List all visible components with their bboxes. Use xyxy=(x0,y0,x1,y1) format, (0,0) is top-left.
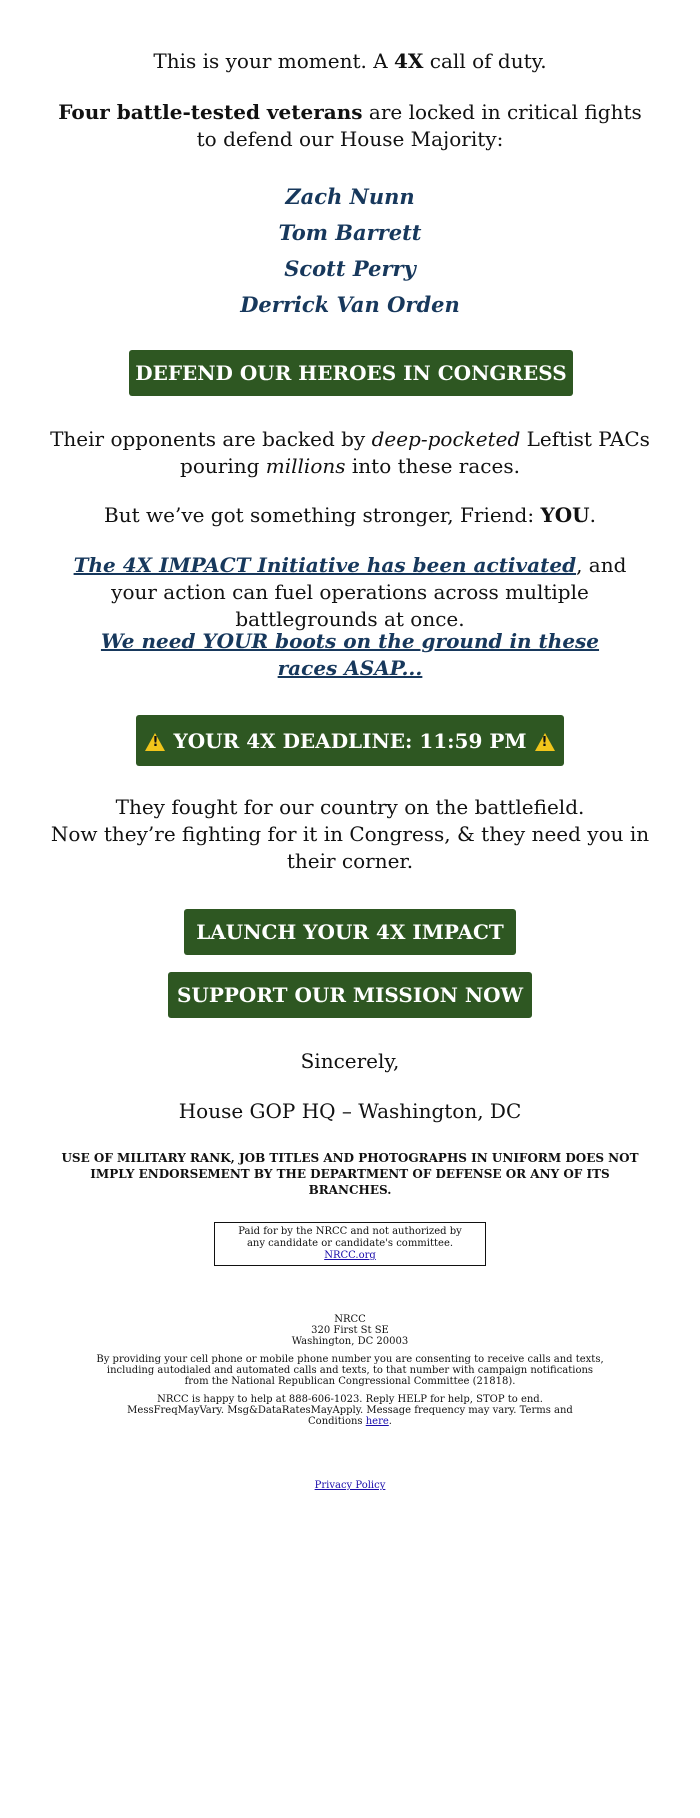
deadline-button[interactable] xyxy=(136,715,564,766)
launch-impact-label: LAUNCH YOUR 4X IMPACT xyxy=(196,920,504,944)
boots-paragraph xyxy=(70,628,630,682)
stronger-text: But we’ve got something stronger, Friend: xyxy=(104,503,541,527)
privacy-wrap xyxy=(0,1480,700,1491)
intro-text-end: call of duty. xyxy=(423,49,547,73)
military-disclaimer: USE OF MILITARY RANK, JOB TITLES AND PHOTOGRAPHS IN UNIFORM DOES NOT IMPLY ENDORSEMENT BY THE DEPARTMENT OF DEFENSE OR ANY OF ITS BRANCHES. xyxy=(61,1151,639,1197)
veterans-list xyxy=(0,179,700,323)
veterans-emphasis: Four battle-tested veterans xyxy=(58,100,363,124)
warning-icon xyxy=(535,733,555,751)
opponents-text-end: into these races. xyxy=(345,454,520,478)
veteran-name: Tom Barrett xyxy=(278,220,422,245)
help-paragraph: NRCC is happy to help at 888-606-1023. Reply HELP for help, STOP to end. MessFreqMayVary. Msg&DataRatesMayApply. Message frequency may vary. Terms and Conditions here. xyxy=(127,1394,573,1427)
warning-icon xyxy=(145,733,165,751)
footer-org: NRCC xyxy=(334,1314,366,1325)
fought-line-2: Now they’re fighting for it in Congress, & they need you in their corner. xyxy=(50,822,650,873)
veterans-intro xyxy=(50,99,650,153)
fought-line-1: They fought for our country on the battlefield. xyxy=(115,795,585,819)
support-mission-label: SUPPORT OUR MISSION NOW xyxy=(176,983,524,1007)
launch-impact-button[interactable] xyxy=(184,909,516,955)
support-mission-button[interactable] xyxy=(168,972,532,1018)
stronger-text-end: . xyxy=(589,503,596,527)
footer-city: Washington, DC 20003 xyxy=(291,1336,409,1347)
opponents-paragraph xyxy=(50,426,650,480)
veteran-name: Derrick Van Orden xyxy=(240,292,460,317)
sincerely: Sincerely, xyxy=(300,1049,400,1073)
privacy-policy-link[interactable]: Privacy Policy xyxy=(314,1480,386,1491)
deadline-label: YOUR 4X DEADLINE: 11:59 PM xyxy=(173,728,527,753)
paid-for-box xyxy=(214,1222,486,1266)
help-text: NRCC is happy to help at 888-606-1023. Reply HELP for help, STOP to end. MessFreqMayVary. Msg&DataRatesMayApply. Message frequency may vary. Terms and Conditions xyxy=(127,1394,573,1427)
terms-link[interactable]: here xyxy=(365,1416,389,1427)
veteran-name: Scott Perry xyxy=(284,256,416,281)
opponents-emphasis-2: millions xyxy=(265,454,346,478)
footer-address xyxy=(0,1314,700,1347)
opponents-text: Their opponents are backed by xyxy=(50,427,372,451)
nrcc-link[interactable]: NRCC.org xyxy=(324,1250,376,1261)
signature: House GOP HQ – Washington, DC xyxy=(178,1099,522,1123)
stronger-paragraph xyxy=(50,502,650,529)
veteran-name: Zach Nunn xyxy=(285,184,415,209)
initiative-paragraph xyxy=(50,552,650,633)
intro-emphasis: 4X xyxy=(394,49,424,73)
defend-heroes-button[interactable] xyxy=(129,350,573,396)
opponents-emphasis: deep-pocketed xyxy=(371,427,521,451)
consent-text: By providing your cell phone or mobile phone number you are consenting to receive calls and texts, including autodialed and automated calls and texts, to that number with campaign notifications from the National Republican Congressional Committee (21818). xyxy=(96,1354,604,1387)
fought-paragraph xyxy=(50,794,650,875)
veterans-intro-text: are locked in critical fights to defend our House Majority: xyxy=(196,100,642,151)
paid-for-text: Paid for by the NRCC and not authorized by any candidate or candidate's committee. xyxy=(238,1226,462,1249)
paid-for-text-wrap xyxy=(230,1226,470,1262)
stronger-emphasis: YOU xyxy=(540,503,590,527)
defend-heroes-label: DEFEND OUR HEROES IN CONGRESS xyxy=(135,361,567,385)
initiative-text: , and your action can fuel operations across multiple battlegrounds at once. xyxy=(111,553,627,631)
boots-link[interactable]: We need YOUR boots on the ground in these races ASAP... xyxy=(100,629,600,680)
intro-text: This is your moment. A xyxy=(153,49,395,73)
initiative-link[interactable]: The 4X IMPACT Initiative has been activated xyxy=(73,553,577,577)
intro-line xyxy=(50,48,650,75)
opponents-text-mid: Leftist PACs pouring xyxy=(180,427,650,478)
footer-street: 320 First St SE xyxy=(311,1325,389,1336)
